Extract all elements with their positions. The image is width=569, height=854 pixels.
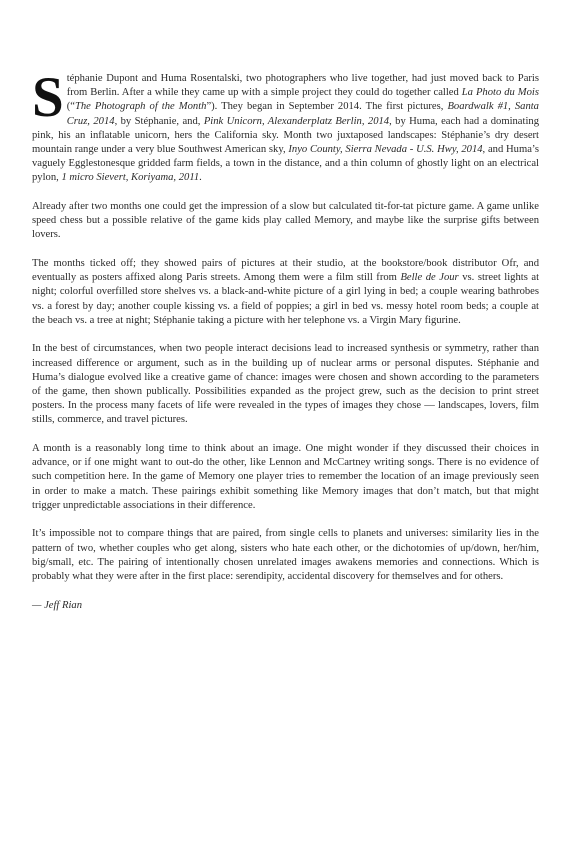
- paragraph-5: A month is a reasonably long time to think about an image. One might wonder if they discussed their choices in advance, or if one might want to out-do the other, like Lennon and McCartney writing songs. There is no evidence of such competition here. In the game of Memory one player tries to remember the location of an image previously seen in order to make a match. These pairings exhibit something like Memory images that don’t match, but that might trigger unpredictable associations in their difference.: [32, 443, 539, 511]
- work-title: 1 micro Sievert, Koriyama, 2011: [61, 172, 200, 184]
- text-run: , and Huma’s vaguely Egglestonesque gridded farm fields, a town in the distance, and a thin column of ghostly light on an electrical pylon,: [32, 144, 539, 184]
- work-title: Pink Unicorn, Alexanderplatz Berlin, 2014: [203, 115, 390, 127]
- author-signature: — Jeff Rian: [32, 599, 83, 611]
- text-run: , by Stéphanie, and,: [114, 115, 204, 127]
- paragraph-4: In the best of circumstances, when two people interact decisions lead to increased synthesis or symmetry, rather than increased difference or argument, such as in the building up of nuclear arms or personal disputes. Stéphanie and Huma’s dialogue evolved like a creative game of chance: images were chosen and shown according to the parameters of the game, then shown publically. Possibilities expanded as the project grew, such as the decision to print street posters. In the process many facets of life were revealed in the types of images they chose — landscapes, lovers, film stills, commerce, and travel pictures.: [32, 343, 539, 426]
- work-title: La Photo du Mois: [461, 87, 539, 99]
- work-title: Inyo County, Sierra Nevada - U.S. Hwy, 2014: [288, 144, 483, 156]
- paragraph-6: It’s impossible not to compare things that are paired, from single cells to planets and universes: similarity lies in the pattern of two, whether couples who get along, sisters who hate each other, or the dichotomies of up/down, her/him, big/small, etc. The pairing of intentionally chosen unrelated images awakens memories and connections. Which is probably what they were after in the first place: serendipity, accidental discovery for themselves and for others.: [32, 528, 539, 583]
- essay-page: [32, 66, 540, 627]
- text-run: téphanie Dupont and Huma Rosentalski, two photographers who live together, had just moved back to Paris from Berlin. After a while they came up with a simple project they could do together called: [66, 73, 539, 99]
- drop-cap: S: [32, 66, 64, 129]
- text-run: (“: [66, 101, 75, 113]
- text-run: .: [199, 172, 202, 184]
- text-run: ”). They began in September 2014. The first pictures,: [206, 101, 448, 113]
- work-title: Boardwalk #1, Santa Cruz, 2014: [66, 101, 539, 127]
- text-run: , by Huma, each had a dominating pink, his an inflatable unicorn, hers the California sky. Month two juxtaposed landscapes: Stéphanie’s dry desert mountain range under a very blue Southwest American sky,: [32, 115, 539, 156]
- work-title: Belle de Jour: [400, 272, 459, 284]
- paragraph-2: Already after two months one could get the impression of a slow but calculated tit-for-tat picture game. A game unlike speed chess but a possible relative of the game kids play called Memory, and maybe like the surprise gifts between lovers.: [32, 201, 539, 241]
- work-title: The Photograph of the Month: [74, 101, 207, 113]
- text-run: The months ticked off; they showed pairs of pictures at their studio, at the bookstore/book distributor Ofr, and eventually as posters affixed along Paris streets. Among them were a film still from: [32, 258, 539, 284]
- paragraph-1: [32, 66, 539, 186]
- paragraph-3: [32, 257, 539, 328]
- text-run: vs. street lights at night; colorful overfilled store shelves vs. a black-and-white picture of a girl lying in bed; a couple wearing bathrobes vs. a forest by day; another couple kissing vs. a field of poppies; a girl in bed vs. messy hotel room beds; a couple at the beach vs. a tree at night; Stéphanie taking a picture with her telephone vs. a Virgin Mary figurine.: [32, 272, 540, 326]
